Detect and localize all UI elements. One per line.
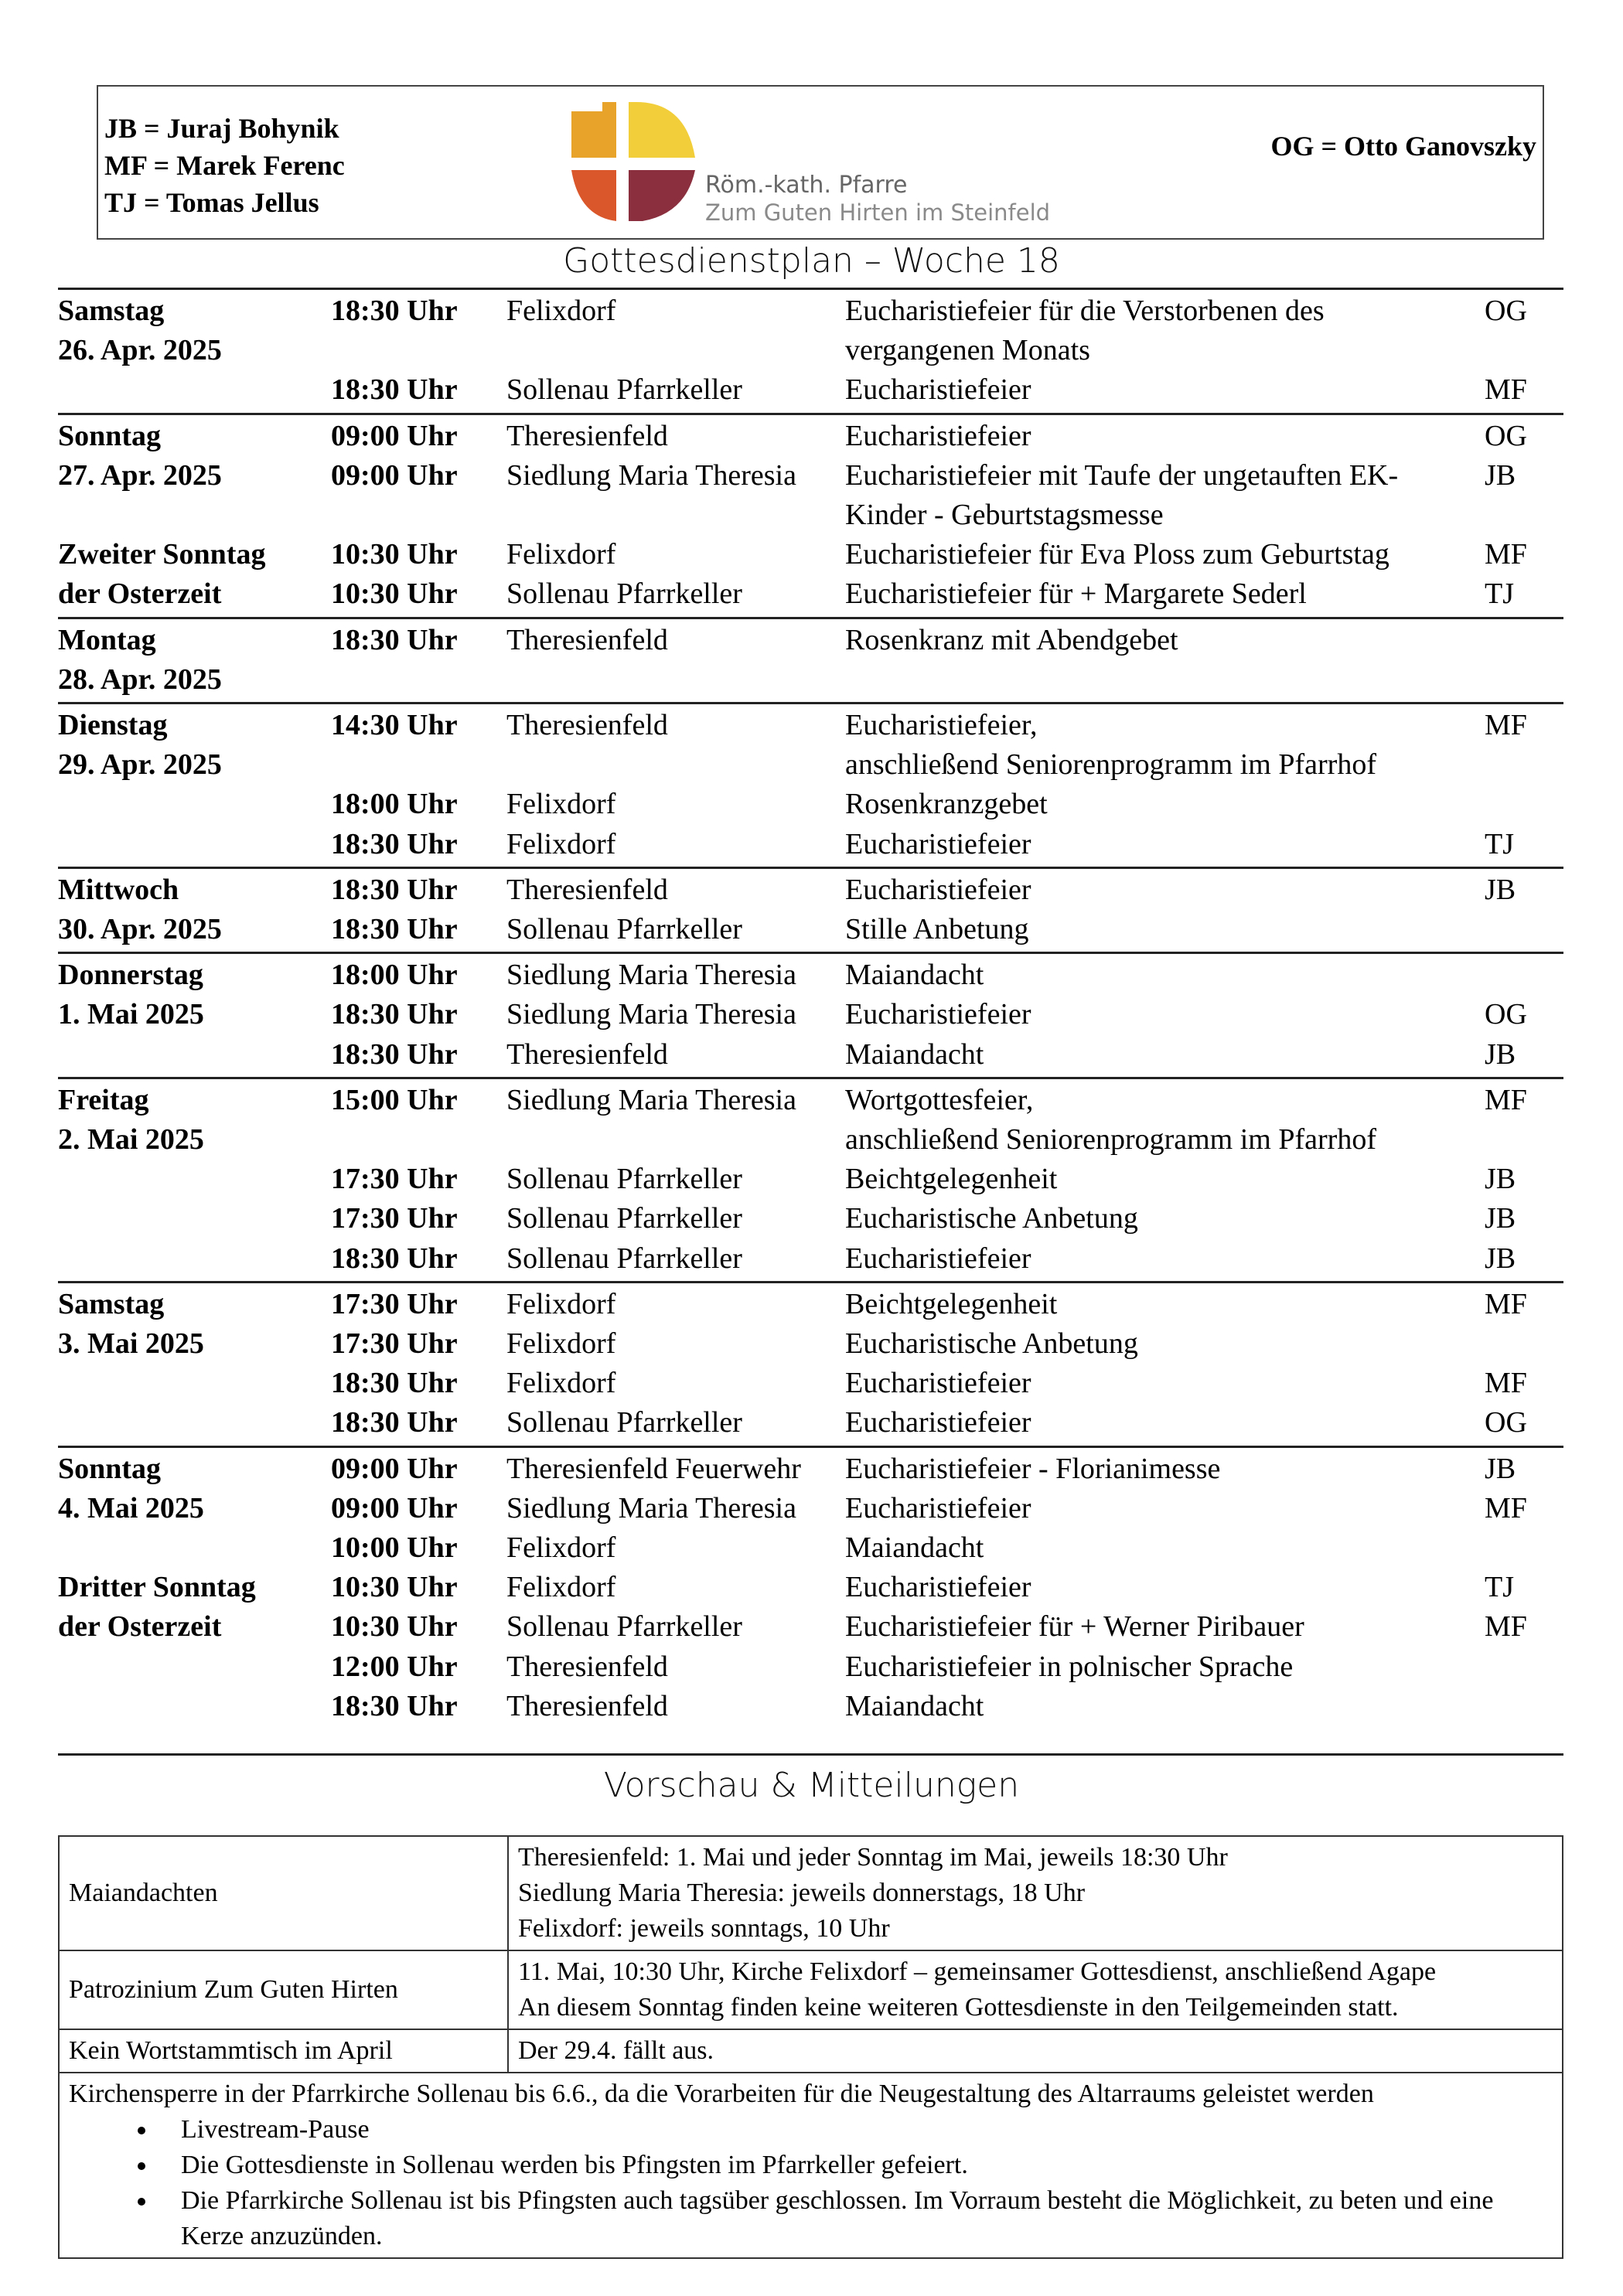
schedule-loc: Felixdorf	[506, 1531, 616, 1564]
schedule-time: 12:00 Uhr	[331, 1650, 458, 1683]
schedule-time: 10:30 Uhr	[331, 1610, 458, 1644]
schedule-time: 10:30 Uhr	[331, 538, 458, 571]
schedule-time: 09:00 Uhr	[331, 1491, 458, 1524]
schedule-time: 18:30 Uhr	[331, 1242, 458, 1275]
schedule-time: 17:30 Uhr	[331, 1327, 458, 1360]
schedule-time: 18:30 Uhr	[331, 873, 458, 906]
notice-row-patrozinium	[59, 1950, 1563, 2029]
notice-content	[59, 2073, 1563, 2258]
schedule-time: 09:00 Uhr	[331, 1452, 458, 1485]
notice-line: Theresienfeld: 1. Mai und jeder Sonntag im Mai, jeweils 18:30 Uhr	[518, 1843, 1228, 1872]
schedule-title: Gottesdienstplan – Woche 18	[563, 241, 1060, 281]
schedule-desc: Eucharistiefeier	[845, 873, 1031, 906]
schedule-desc: Rosenkranz mit Abendgebet	[845, 623, 1178, 656]
abbr-og: OG = Otto Ganovszky	[1270, 131, 1536, 162]
schedule-prs: JB	[1485, 1452, 1516, 1485]
schedule-desc: anschließend Seniorenprogramm im Pfarrhof	[845, 1122, 1376, 1156]
header-box	[97, 85, 1544, 240]
schedule-prs: JB	[1485, 1242, 1516, 1275]
schedule-prs: MF	[1485, 373, 1527, 407]
schedule-prs: MF	[1485, 1491, 1527, 1524]
schedule-desc: Eucharistiefeier mit Taufe der ungetauften EK-	[845, 458, 1399, 492]
schedule-loc: Siedlung Maria Theresia	[506, 1491, 796, 1524]
schedule-loc: Felixdorf	[506, 827, 616, 860]
schedule-prs: OG	[1485, 1406, 1527, 1439]
day-block	[58, 288, 1563, 415]
notice-content: Der 29.4. fällt aus.	[508, 2029, 1563, 2073]
schedule-day: 28. Apr. 2025	[58, 663, 222, 696]
schedule-desc: Kinder - Geburtstagsmesse	[845, 498, 1164, 531]
schedule-desc: Eucharistische Anbetung	[845, 1202, 1138, 1235]
schedule-time: 18:30 Uhr	[331, 998, 458, 1031]
logo-text-line2: Zum Guten Hirten im Steinfeld	[705, 199, 1051, 226]
schedule-desc: Stille Anbetung	[845, 912, 1029, 945]
notice-line: Kirchensperre in der Pfarrkirche Sollenau bis 6.6., da die Vorarbeiten für die Neugestaltung des Altarraums geleistet werden	[69, 2080, 1374, 2108]
schedule-time: 09:00 Uhr	[331, 458, 458, 492]
schedule-day: 3. Mai 2025	[58, 1327, 204, 1360]
schedule-desc: Wortgottesfeier,	[845, 1083, 1034, 1116]
schedule-desc: Eucharistiefeier	[845, 1406, 1031, 1439]
schedule-desc: Eucharistiefeier für die Verstorbenen des	[845, 295, 1325, 327]
schedule-prs: JB	[1485, 458, 1516, 492]
schedule-desc: Eucharistische Anbetung	[845, 1327, 1138, 1360]
schedule-time: 17:30 Uhr	[331, 1287, 458, 1320]
schedule-prs: JB	[1485, 1163, 1516, 1196]
schedule-day: 26. Apr. 2025	[58, 334, 222, 367]
schedule-desc: Eucharistiefeier	[845, 1571, 1031, 1604]
preview-title: Vorschau & Mitteilungen	[603, 1766, 1020, 1805]
schedule-loc: Sollenau Pfarrkeller	[506, 1163, 742, 1196]
schedule-time: 17:30 Uhr	[331, 1163, 458, 1196]
notice-label: Patrozinium Zum Guten Hirten	[59, 1950, 508, 2029]
schedule-desc: Beichtgelegenheit	[845, 1287, 1058, 1320]
schedule-prs: OG	[1485, 419, 1527, 452]
day-block	[58, 413, 1563, 619]
notice-bullet: • Die Pfarrkirche Sollenau ist bis Pfingsten auch tagsüber geschlossen. Im Vorraum besteht die Möglichkeit, zu beten und eine Kerze anzuzünden.	[158, 2183, 1553, 2254]
notice-row-maiandachten	[59, 1836, 1563, 1950]
schedule-time: 15:00 Uhr	[331, 1083, 458, 1116]
schedule-time: 17:30 Uhr	[331, 1202, 458, 1235]
day-block	[58, 617, 1563, 704]
schedule-time: 14:30 Uhr	[331, 709, 458, 741]
notice-bullets	[69, 2112, 1553, 2254]
schedule-loc: Theresienfeld	[506, 873, 668, 906]
schedule-prs: MF	[1485, 1610, 1527, 1644]
schedule-day: 29. Apr. 2025	[58, 748, 222, 782]
notice-content	[508, 1836, 1563, 1950]
schedule-time: 18:00 Uhr	[331, 788, 458, 821]
schedule-desc: Eucharistiefeier	[845, 998, 1031, 1031]
logo-text-line1: Röm.-kath. Pfarre	[705, 172, 908, 199]
schedule-prs: MF	[1485, 1367, 1527, 1400]
priest-abbreviations	[104, 110, 345, 221]
schedule-loc: Theresienfeld	[506, 1689, 668, 1722]
schedule-day: 1. Mai 2025	[58, 998, 204, 1031]
cross-logo-icon	[570, 100, 701, 224]
schedule-time: 18:30 Uhr	[331, 373, 458, 407]
schedule-loc: Felixdorf	[506, 1327, 616, 1360]
notice-line: 11. Mai, 10:30 Uhr, Kirche Felixdorf – gemeinsamer Gottesdienst, anschließend Agape	[518, 1957, 1437, 1986]
schedule-prs: JB	[1485, 873, 1516, 906]
schedule-loc: Siedlung Maria Theresia	[506, 1083, 796, 1116]
schedule-loc: Sollenau Pfarrkeller	[506, 912, 742, 945]
day-block	[58, 867, 1563, 954]
schedule-desc: Eucharistiefeier	[845, 1242, 1031, 1275]
schedule-day: Dritter Sonntag	[58, 1571, 256, 1604]
schedule-loc: Theresienfeld	[506, 623, 668, 656]
schedule-time: 18:30 Uhr	[331, 1406, 458, 1439]
schedule-loc: Sollenau Pfarrkeller	[506, 1242, 742, 1275]
schedule-prs: JB	[1485, 1202, 1516, 1235]
schedule-time: 10:00 Uhr	[331, 1531, 458, 1564]
schedule-day: 4. Mai 2025	[58, 1491, 204, 1524]
schedule-day: Samstag	[58, 295, 165, 327]
schedule-day: 27. Apr. 2025	[58, 458, 222, 492]
schedule-desc: Eucharistiefeier in polnischer Sprache	[845, 1650, 1294, 1683]
schedule-desc: Eucharistiefeier - Florianimesse	[845, 1452, 1221, 1485]
schedule-day: Freitag	[58, 1083, 149, 1116]
schedule-loc: Theresienfeld	[506, 1037, 668, 1071]
schedule-prs: MF	[1485, 1287, 1527, 1320]
schedule-desc: Maiandacht	[845, 1531, 984, 1564]
schedule-desc: Beichtgelegenheit	[845, 1163, 1058, 1196]
day-block	[58, 952, 1563, 1079]
schedule-prs: JB	[1485, 1037, 1516, 1071]
schedule-loc: Felixdorf	[506, 1367, 616, 1400]
schedule-prs: MF	[1485, 538, 1527, 571]
schedule-loc: Sollenau Pfarrkeller	[506, 1406, 742, 1439]
schedule-desc: Eucharistiefeier	[845, 1367, 1031, 1400]
notice-row-kirchensperre	[59, 2073, 1563, 2258]
schedule-desc: Eucharistiefeier	[845, 827, 1031, 860]
schedule-time: 18:00 Uhr	[331, 959, 458, 992]
schedule-time: 18:30 Uhr	[331, 1037, 458, 1071]
schedule-desc: Eucharistiefeier für + Werner Piribauer	[845, 1610, 1304, 1644]
schedule-desc: Eucharistiefeier	[845, 1491, 1031, 1524]
schedule-desc: Maiandacht	[845, 1689, 984, 1722]
schedule-day: Sonntag	[58, 1452, 162, 1485]
schedule-desc: Maiandacht	[845, 1037, 984, 1071]
schedule-time: 18:30 Uhr	[331, 295, 458, 327]
schedule-prs: MF	[1485, 1083, 1527, 1116]
schedule-desc: vergangenen Monats	[845, 334, 1090, 367]
schedule-prs: OG	[1485, 295, 1527, 327]
schedule-desc: Eucharistiefeier,	[845, 709, 1038, 741]
schedule-prs: MF	[1485, 709, 1527, 741]
schedule-day: Donnerstag	[58, 959, 203, 992]
schedule-time: 18:30 Uhr	[331, 827, 458, 860]
schedule-prs: TJ	[1485, 827, 1514, 860]
schedule-loc: Felixdorf	[506, 788, 616, 821]
schedule-desc: Eucharistiefeier	[845, 419, 1031, 452]
day-block	[58, 702, 1563, 869]
schedule-loc: Siedlung Maria Theresia	[506, 959, 796, 992]
schedule-loc: Sollenau Pfarrkeller	[506, 1610, 742, 1644]
day-block	[58, 1446, 1563, 1731]
parish-logo	[570, 100, 1049, 224]
schedule-loc: Siedlung Maria Theresia	[506, 998, 796, 1031]
schedule-day: Montag	[58, 623, 156, 656]
schedule-day: Zweiter Sonntag	[58, 538, 266, 571]
schedule-prs: TJ	[1485, 577, 1514, 611]
day-block	[58, 1281, 1563, 1448]
schedule-prs: TJ	[1485, 1571, 1514, 1604]
schedule-time: 18:30 Uhr	[331, 1689, 458, 1722]
schedule-loc: Siedlung Maria Theresia	[506, 458, 796, 492]
schedule-loc: Felixdorf	[506, 295, 616, 327]
schedule-loc: Theresienfeld	[506, 419, 668, 452]
notice-line: An diesem Sonntag finden keine weiteren Gottesdienste in den Teilgemeinden statt.	[518, 1993, 1399, 2022]
notice-row-wortstammtisch	[59, 2029, 1563, 2073]
schedule-prs: OG	[1485, 998, 1527, 1031]
schedule-day: Sonntag	[58, 419, 162, 452]
notice-label: Maiandachten	[59, 1836, 508, 1950]
schedule-time: 10:30 Uhr	[331, 1571, 458, 1604]
schedule-time: 18:30 Uhr	[331, 912, 458, 945]
schedule-loc: Felixdorf	[506, 1571, 616, 1604]
notice-line: Siedlung Maria Theresia: jeweils donnerstags, 18 Uhr	[518, 1879, 1086, 1907]
schedule-loc: Sollenau Pfarrkeller	[506, 373, 742, 407]
notice-content	[508, 1950, 1563, 2029]
schedule-desc: anschließend Seniorenprogramm im Pfarrhof	[845, 748, 1376, 782]
notice-line: Felixdorf: jeweils sonntags, 10 Uhr	[518, 1914, 890, 1943]
schedule-day: 2. Mai 2025	[58, 1122, 204, 1156]
schedule-loc: Felixdorf	[506, 1287, 616, 1320]
schedule-desc: Eucharistiefeier für Eva Ploss zum Geburtstag	[845, 538, 1389, 571]
abbr-tj: TJ = Tomas Jellus	[104, 187, 319, 218]
notice-label: Kein Wortstammtisch im April	[59, 2029, 508, 2073]
abbr-mf: MF = Marek Ferenc	[104, 150, 345, 181]
schedule-end-rule	[58, 1753, 1563, 1756]
schedule-time: 09:00 Uhr	[331, 419, 458, 452]
schedule-desc: Eucharistiefeier für + Margarete Sederl	[845, 577, 1307, 611]
schedule-time: 18:30 Uhr	[331, 1367, 458, 1400]
schedule-time: 18:30 Uhr	[331, 623, 458, 656]
schedule-time: 10:30 Uhr	[331, 577, 458, 611]
schedule-loc: Theresienfeld	[506, 709, 668, 741]
schedule-day: der Osterzeit	[58, 1610, 222, 1644]
schedule-loc: Theresienfeld Feuerwehr	[506, 1452, 801, 1485]
schedule-day: der Osterzeit	[58, 577, 222, 611]
abbr-jb: JB = Juraj Bohynik	[104, 113, 339, 144]
schedule-desc: Rosenkranzgebet	[845, 788, 1048, 821]
notice-bullet: • Die Gottesdienste in Sollenau werden bis Pfingsten im Pfarrkeller gefeiert.	[158, 2148, 1553, 2183]
day-block	[58, 1077, 1563, 1283]
notices-table	[58, 1835, 1563, 2259]
schedule-desc: Maiandacht	[845, 959, 984, 992]
schedule-day: Samstag	[58, 1287, 165, 1320]
schedule-day: 30. Apr. 2025	[58, 912, 222, 945]
schedule-loc: Sollenau Pfarrkeller	[506, 1202, 742, 1235]
schedule-loc: Felixdorf	[506, 538, 616, 571]
notice-bullet: • Livestream-Pause	[158, 2112, 1553, 2148]
schedule-day: Mittwoch	[58, 873, 179, 906]
schedule-loc: Sollenau Pfarrkeller	[506, 577, 742, 611]
schedule-loc: Theresienfeld	[506, 1650, 668, 1683]
schedule-day: Dienstag	[58, 709, 168, 741]
schedule-desc: Eucharistiefeier	[845, 373, 1031, 407]
